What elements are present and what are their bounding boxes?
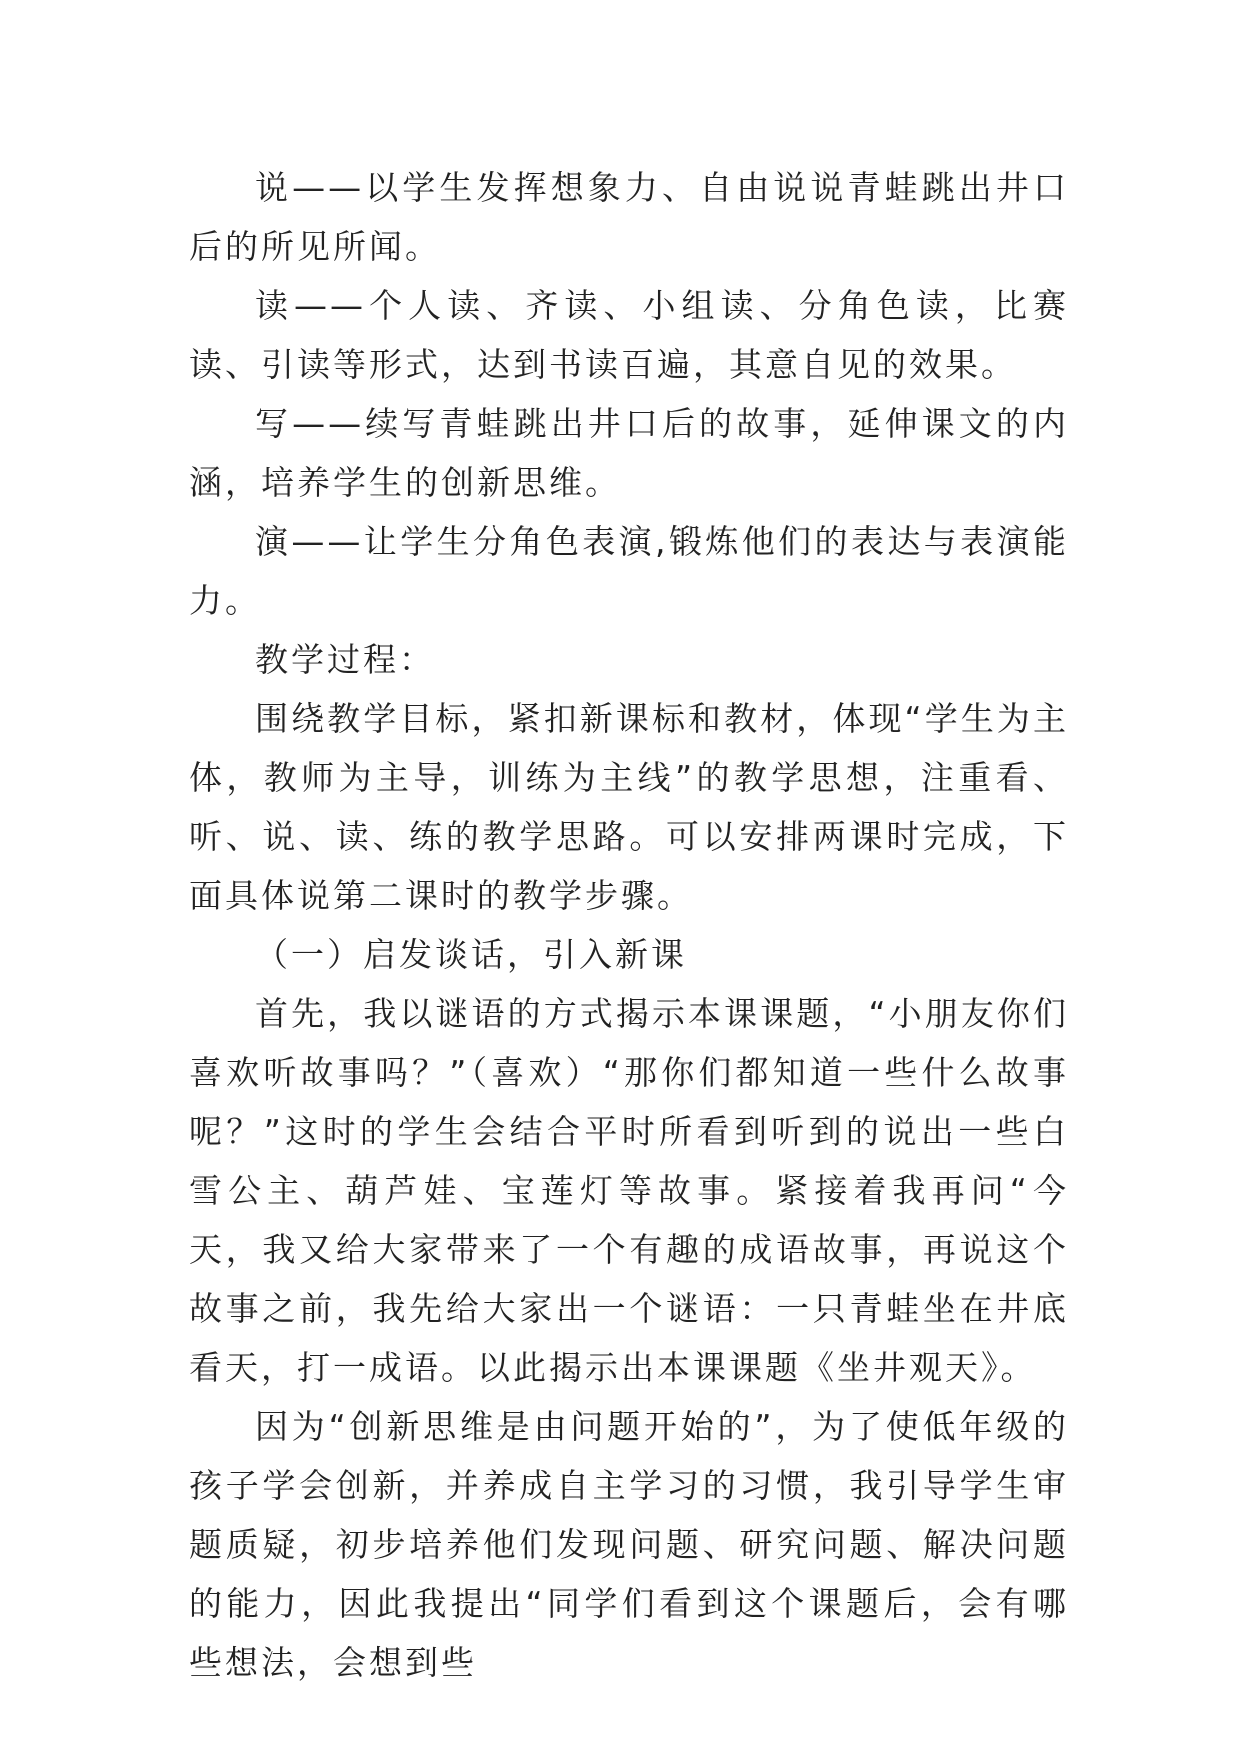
- paragraph-write: 写——续写青蛙跳出井口后的故事，延伸课文的内涵，培养学生的创新思维。: [189, 404, 1069, 502]
- paragraph-teaching-approach: 围绕教学目标，紧扣新课标和教材，体现“学生为主体，教师为主导，训练为主线”的教学思想，注重看、听、说、读、练的教学思路。可以安排两课时完成，下面具体说第二课时的教学步骤。: [189, 699, 1069, 915]
- paragraph-act: 演——让学生分角色表演,锻炼他们的表达与表演能力。: [189, 522, 1069, 620]
- paragraph-read: 读——个人读、齐读、小组读、分角色读，比赛读、引读等形式，达到书读百遍，其意自见的效果。: [189, 286, 1069, 384]
- document-body: [189, 158, 1069, 1692]
- paragraph-creative-thinking: 因为“创新思维是由问题开始的”，为了使低年级的孩子学会创新，并养成自主学习的习惯，我引导学生审题质疑，初步培养他们发现问题、研究问题、解决问题的能力，因此我提出“同学们看到这个课题后，会有哪些想法，会想到些: [189, 1407, 1069, 1682]
- paragraph-speak: 说——以学生发挥想象力、自由说说青蛙跳出井口后的所见所闻。: [189, 168, 1069, 266]
- paragraph-riddle-introduction: 首先，我以谜语的方式揭示本课课题，“小朋友你们喜欢听故事吗？”（喜欢）“那你们都知道一些什么故事呢？”这时的学生会结合平时所看到听到的说出一些白雪公主、葫芦娃、宝莲灯等故事。紧接着我再问“今天，我又给大家带来了一个有趣的成语故事，再说这个故事之前，我先给大家出一个谜语：一只青蛙坐在井底看天，打一成语。以此揭示出本课课题《坐井观天》。: [189, 994, 1069, 1387]
- section-heading-introduction: （一）启发谈话，引入新课: [255, 935, 687, 974]
- teaching-process-heading: 教学过程：: [255, 640, 435, 679]
